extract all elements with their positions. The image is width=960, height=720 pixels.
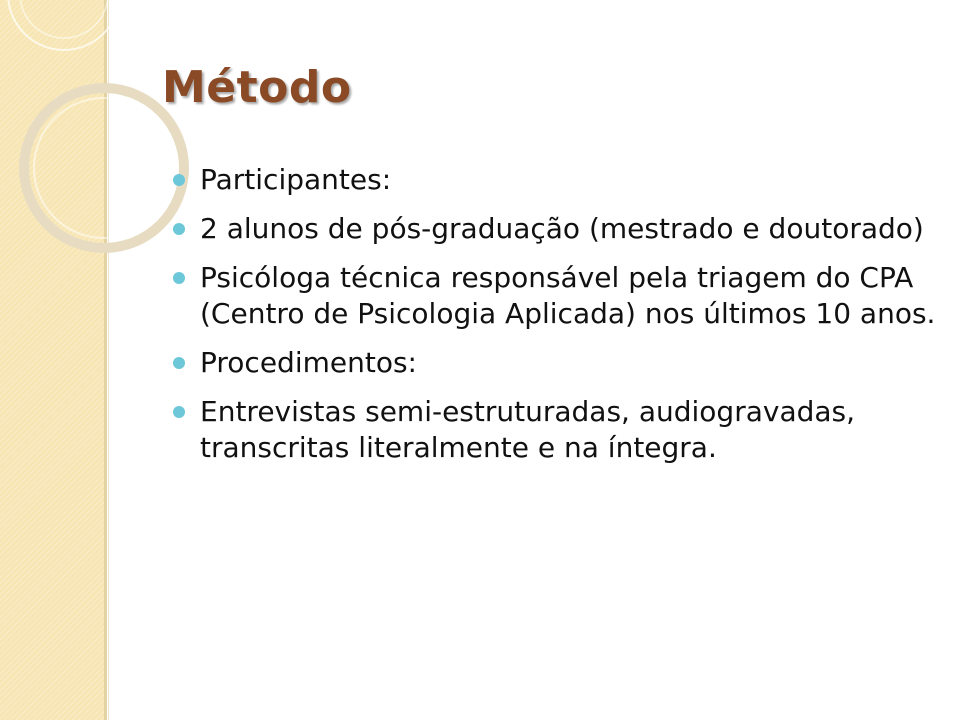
slide-title: Método	[162, 62, 352, 113]
bullet-dot-icon	[173, 223, 185, 235]
bullet-dot-icon	[173, 357, 185, 369]
bullet-dot-icon	[173, 272, 185, 284]
bullet-dot-icon	[173, 174, 185, 186]
bullet-text: Procedimentos:	[200, 346, 417, 379]
decorative-circle-top	[8, 0, 120, 50]
bullet-dot-icon	[173, 406, 185, 418]
decorative-ring	[24, 88, 184, 248]
decorative-ring-inner	[34, 98, 174, 238]
bullet-item	[172, 211, 942, 247]
decorative-circle-top-inner	[20, 0, 108, 38]
bullet-item	[172, 260, 942, 332]
bullet-text: Participantes:	[200, 163, 392, 196]
decorative-circles	[0, 0, 200, 300]
bullet-list	[172, 162, 942, 479]
bullet-item	[172, 394, 942, 466]
bullet-item	[172, 345, 942, 381]
bullet-item	[172, 162, 942, 198]
bullet-text: Entrevistas semi-estruturadas, audiogravadas, transcritas literalmente e na íntegra.	[200, 395, 856, 464]
bullet-text: 2 alunos de pós-graduação (mestrado e doutorado)	[200, 212, 924, 245]
bullet-text: Psicóloga técnica responsável pela triagem do CPA (Centro de Psicologia Aplicada) nos últimos 10 anos.	[200, 261, 936, 330]
